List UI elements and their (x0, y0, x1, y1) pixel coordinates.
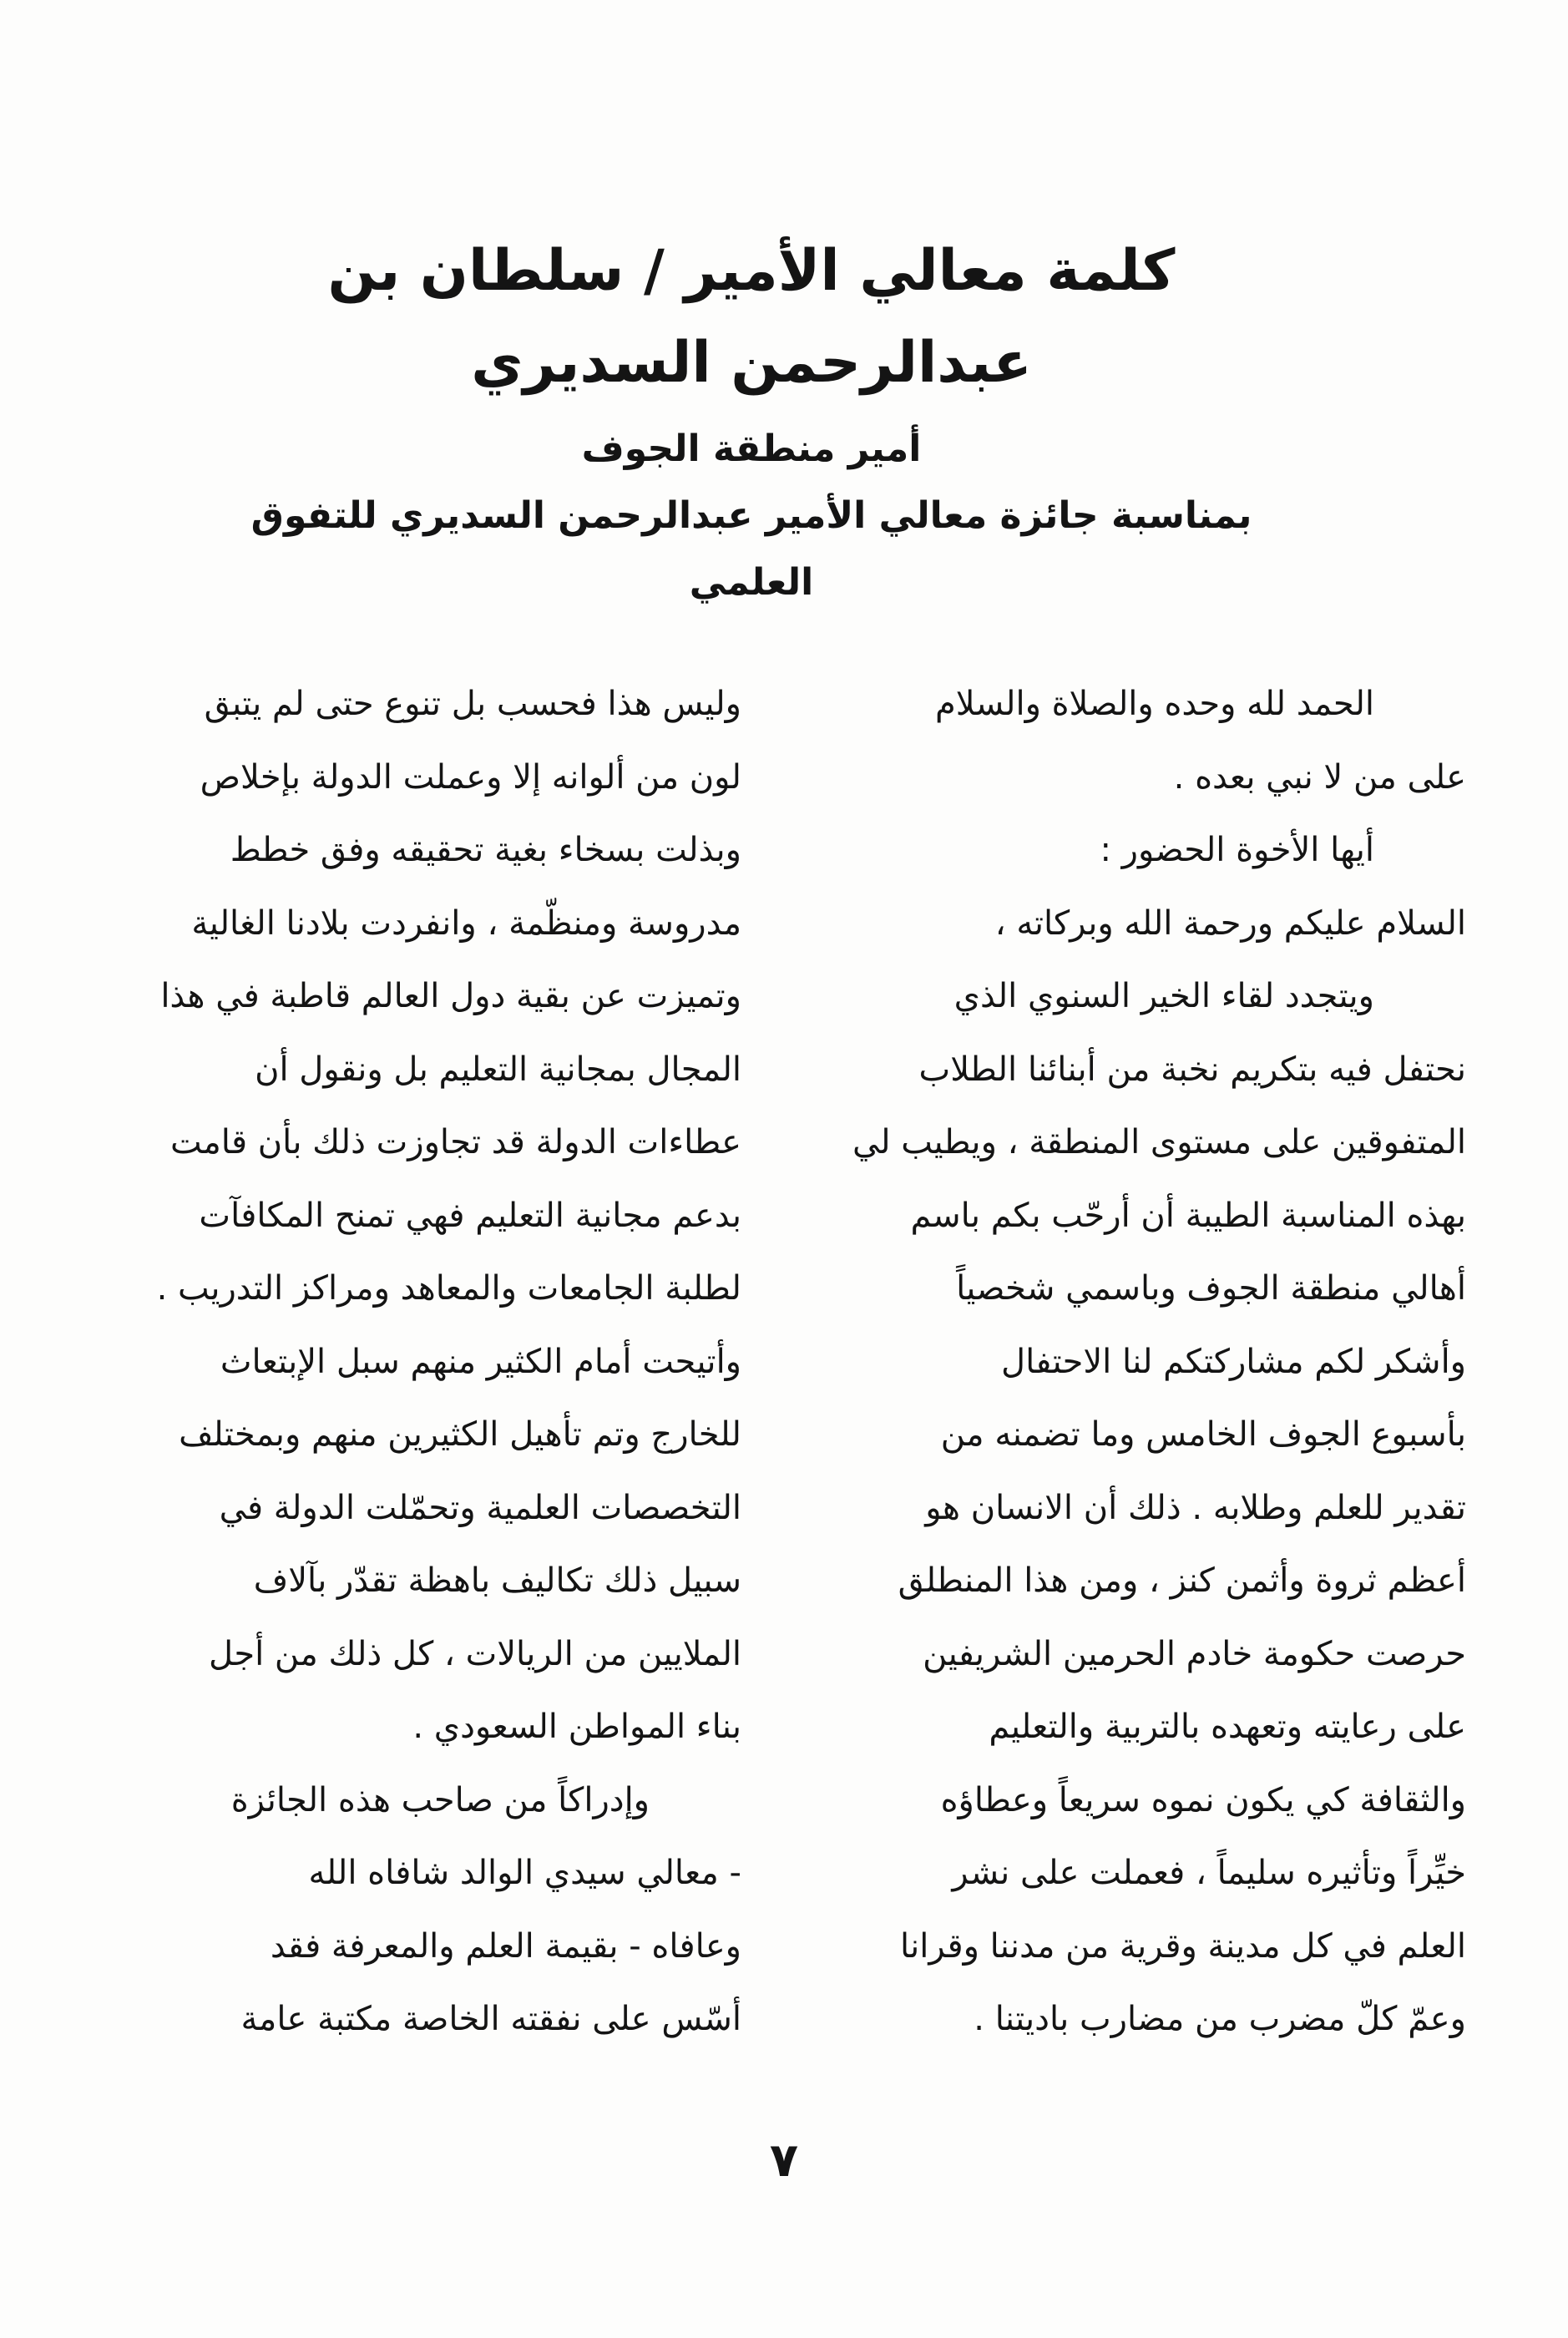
text-line: المتفوقين على مستوى المنطقة ، ويطيب لي (852, 1123, 1466, 1161)
text-line: على رعايته وتعهده بالتربية والتعليم (989, 1708, 1466, 1746)
text-line: بأسبوع الجوف الخامس وما تضمنه من (940, 1415, 1466, 1454)
left-text-column (107, 668, 741, 2057)
page-subtitle: أمير منطقة الجوف (581, 428, 922, 470)
page-number: ٧ (769, 2133, 799, 2188)
text-line: وإدراكاً من صاحب هذه الجائزة (230, 1780, 650, 1819)
text-line: ويتجدد لقاء الخير السنوي الذي (953, 977, 1374, 1015)
page-title: كلمة معالي الأمير / سلطان بن عبدالرحمن السديري (327, 238, 1176, 396)
text-line: السلام عليكم ورحمة الله وبركاته ، (994, 903, 1466, 943)
text-line: الملايين من الريالات ، كل ذلك من أجل (209, 1634, 741, 1673)
text-line: وعمّ كلّ مضرب من مضارب باديتنا . (974, 2000, 1466, 2038)
text-line: وتميزت عن بقية دول العالم قاطبة في هذا (160, 977, 741, 1015)
text-line: التخصصات العلمية وتحمّلت الدولة في (219, 1488, 741, 1527)
text-line: عطاءات الدولة قد تجاوزت ذلك بأن قامت (170, 1123, 741, 1161)
text-line: الحمد لله وحده والصلاة والسلام (934, 685, 1374, 723)
text-line: أعظم ثروة وأثمن كنز ، ومن هذا المنطلق (898, 1561, 1466, 1600)
text-line: لطلبة الجامعات والمعاهد ومراكز التدريب . (156, 1269, 741, 1308)
text-line: مدروسة ومنظّمة ، وانفردت بلادنا الغالية (191, 903, 741, 943)
text-line: والثقافة كي يكون نموه سريعاً وعطاؤه (940, 1780, 1466, 1819)
text-line: وبذلت بسخاء بغية تحقيقه وفق خطط (230, 831, 741, 869)
text-line: لون من ألوانه إلا وعملت الدولة بإخلاص (200, 757, 741, 797)
text-line: المجال بمجانية التعليم بل ونقول أن (255, 1050, 741, 1089)
page-header (200, 225, 1302, 616)
text-line: حرصت حكومة خادم الحرمين الشريفين (923, 1634, 1466, 1673)
text-line: وأتيحت أمام الكثير منهم سبل الإبتعاث (220, 1342, 741, 1381)
text-line: نحتفل فيه بتكريم نخبة من أبنائنا الطلاب (918, 1050, 1466, 1089)
text-line: للخارج وتم تأهيل الكثيرين منهم وبمختلف (179, 1415, 741, 1454)
text-line: على من لا نبي بعده . (1173, 757, 1466, 797)
text-line: أيها الأخوة الحضور : (1100, 831, 1374, 869)
text-line: وعافاه - بقيمة العلم والمعرفة فقد (270, 1926, 741, 1966)
text-line: بهذه المناسبة الطيبة أن أرحّب بكم باسم (910, 1196, 1466, 1235)
occasion-line: بمناسبة جائزة معالي الأمير عبدالرحمن السديري للتفوق العلمي (250, 494, 1252, 604)
text-line: تقدير للعلم وطلابه . ذلك أن الانسان هو (925, 1488, 1466, 1527)
text-line: بناء المواطن السعودي . (412, 1708, 741, 1746)
text-line: سبيل ذلك تكاليف باهظة تقدّر بآلاف (253, 1561, 741, 1600)
text-line: أهالي منطقة الجوف وباسمي شخصياً (956, 1269, 1466, 1308)
text-line: أسّس على نفقته الخاصة مكتبة عامة (240, 2000, 741, 2038)
text-line: بدعم مجانية التعليم فهي تمنح المكافآت (199, 1196, 741, 1235)
text-line: - معالي سيدي الوالد شافاه الله (308, 1854, 741, 1892)
text-line: وأشكر لكم مشاركتكم لنا الاحتفال (1001, 1342, 1466, 1381)
right-text-column (832, 668, 1466, 2057)
text-line: خيِّراً وتأثيره سليماً ، فعملت على نشر (952, 1854, 1466, 1892)
text-line: العلم في كل مدينة وقرية من مدننا وقرانا (899, 1926, 1466, 1966)
text-line: وليس هذا فحسب بل تنوع حتى لم يتبق (204, 685, 741, 723)
